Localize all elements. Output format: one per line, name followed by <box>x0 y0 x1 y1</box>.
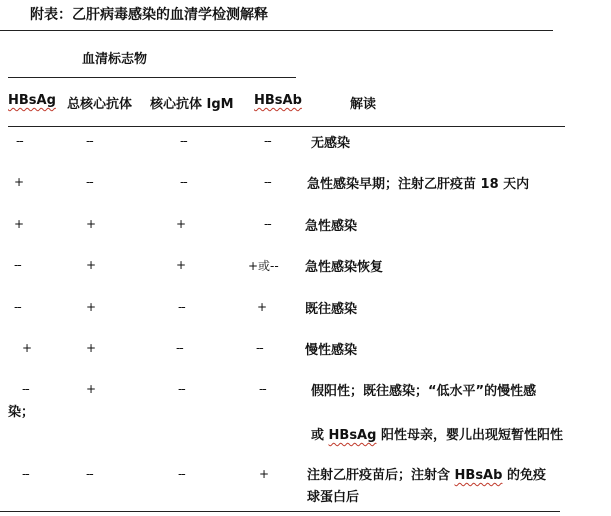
col-header-interpretation: 解读 <box>350 97 377 112</box>
table-cell: -- <box>14 258 21 272</box>
table-cell: -- <box>178 300 185 314</box>
group-header: 血清标志物 <box>82 52 148 67</box>
interpretation-text: 急性感染 <box>305 219 358 234</box>
interpretation-rest: 阳性母亲，婴儿出现短暂性阳性 <box>376 428 563 443</box>
table-cell: + <box>14 175 25 189</box>
hbsag-term: HBsAg <box>328 428 377 443</box>
interpretation-text: 假阳性；既往感染；“低水平”的慢性感 <box>311 384 537 399</box>
table-cell: + <box>259 467 270 481</box>
table-cell: + <box>86 217 97 231</box>
interpretation-wrap-fragment: 染； <box>8 405 35 420</box>
interpretation-text-line2: 球蛋白后 <box>307 490 360 505</box>
top-rule <box>0 30 553 31</box>
table-cell: -- <box>180 134 187 148</box>
table-cell: -- <box>176 341 183 355</box>
table-cell: + <box>176 217 187 231</box>
interpretation-text: 既往感染 <box>305 302 358 317</box>
table-cell: -- <box>178 467 185 481</box>
table-cell: + <box>176 258 187 272</box>
table-cell: -- <box>86 175 93 189</box>
table-cell: -- <box>14 300 21 314</box>
col-header-hbsab: HBsAb <box>254 93 302 108</box>
table-cell: -- <box>178 382 185 396</box>
or-text: 或 <box>311 428 329 443</box>
table-cell: + <box>86 382 97 396</box>
table-cell: -- <box>264 217 271 231</box>
table-cell: -- <box>16 134 23 148</box>
bottom-rule <box>0 511 560 512</box>
interpretation-part: 的免疫 <box>502 468 546 483</box>
interpretation-part: 注射乙肝疫苗后；注射含 <box>307 468 455 483</box>
table-cell: + <box>14 217 25 231</box>
table-cell: -- <box>86 134 93 148</box>
table-cell: + <box>86 341 97 355</box>
table-cell: -- <box>264 134 271 148</box>
col-header-total-core-antibody: 总核心抗体 <box>67 97 133 112</box>
table-cell: +或-- <box>248 259 279 273</box>
interpretation-text: 慢性感染 <box>305 343 358 358</box>
interpretation-text: 急性感染恢复 <box>305 260 384 275</box>
interpretation-text <box>307 464 546 483</box>
table-cell: + <box>257 300 268 314</box>
table-title: 附表：乙肝病毒感染的血清学检测解释 <box>30 7 268 23</box>
interpretation-text-line2 <box>311 424 563 443</box>
header-rule <box>8 126 565 127</box>
table-cell: -- <box>180 175 187 189</box>
table-cell: -- <box>264 175 271 189</box>
table-cell: -- <box>256 341 263 355</box>
interpretation-text: 急性感染早期；注射乙肝疫苗 18 天内 <box>307 177 530 192</box>
hbsab-term: HBsAb <box>454 468 503 483</box>
group-rule <box>8 77 296 78</box>
table-cell: -- <box>86 467 93 481</box>
table-cell: -- <box>22 467 29 481</box>
table-cell: -- <box>22 382 29 396</box>
interpretation-text: 无感染 <box>311 136 351 151</box>
table-cell: -- <box>259 382 266 396</box>
table-cell: + <box>86 258 97 272</box>
col-header-hbsag: HBsAg <box>8 93 56 108</box>
col-header-core-antibody-igm: 核心抗体 IgM <box>150 97 234 112</box>
table-cell: + <box>22 341 33 355</box>
table-cell: + <box>86 300 97 314</box>
